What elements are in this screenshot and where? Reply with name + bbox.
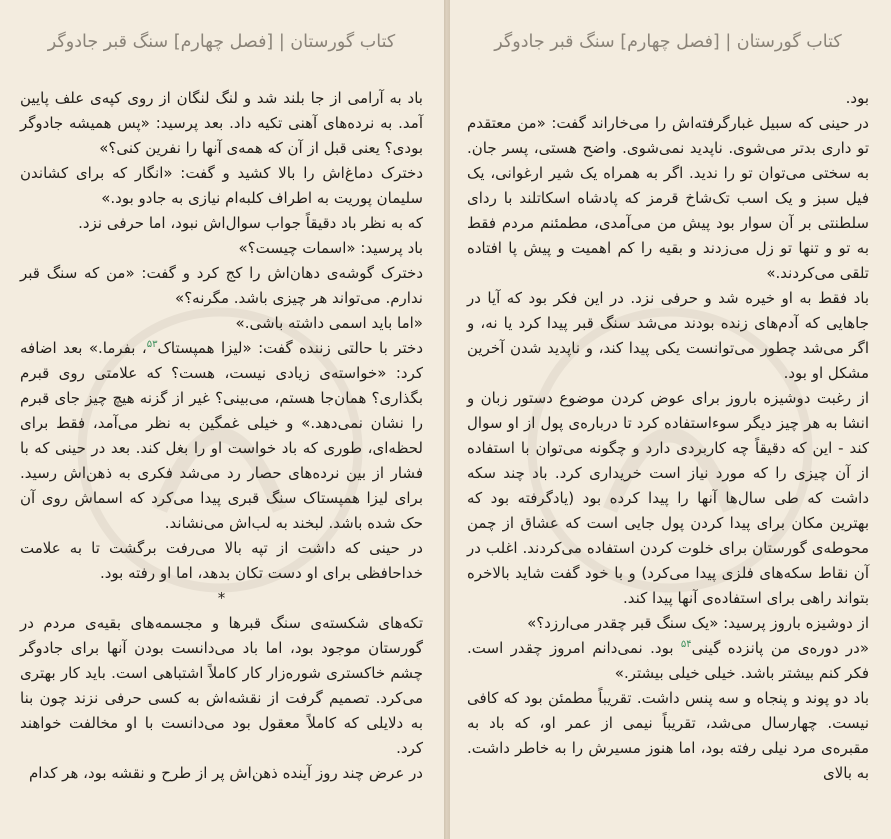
- paragraph-with-footnote: [467, 636, 869, 686]
- paragraph: باد پرسید: «اسمات چیست؟»: [238, 239, 423, 257]
- page-body-text: [20, 86, 423, 786]
- book-gutter: [444, 0, 450, 839]
- paragraph: دخترک دماغ‌اش را بالا کشید و گفت: «انگار که برای کشاندن سلیمان پوریت به اطراف کلبه‌ام نیازی به جادو بود.»: [20, 164, 423, 207]
- running-header: کتاب گورستان | [فصل چهارم] سنگ قبر جادوگر: [47, 32, 396, 52]
- paragraph: «اما باید اسمی داشته باشی.»: [235, 314, 423, 332]
- running-header: کتاب گورستان | [فصل چهارم] سنگ قبر جادوگر: [494, 32, 842, 52]
- paragraph: باد دو پوند و پنجاه و سه پنس داشت. تقریباً مطمئن بود که کافی نیست. چهارسال می‌شد، تقریباً نیمی از عمر او، که باد به مقبره‌ی مرد نیلی رفته بود، اما هنوز مسیرش را به خاطر داشت. به بالای: [467, 689, 869, 782]
- paragraph: در حینی که داشت از تپه بالا می‌رفت برگشت تا به علامت خداحافظی برای او دست تکان بدهد، اما او رفته بود.: [20, 539, 423, 582]
- page-body-text: [467, 86, 869, 786]
- paragraph: که به نظر باد دقیقاً جواب سوال‌اش نبود، اما حرفی نزد.: [78, 214, 423, 232]
- paragraph: در حینی که سبیل غبارگرفته‌اش را می‌خاراند گفت: «من معتقدم تو داری بدتر می‌شوی. ناپدید نمی‌شوی. واضح هستی، پسر جان. به سختی می‌توان تو را ندید. اگر به همراه یک شیر ارغوانی، یک فیل سبز و یک اسب تک‌شاخ قرمز که پادشاه اسکاتلند با ردای سلطنتی بر آن سوار بود پیش من می‌آمدی، مطمئنم مردم فقط به تو و تنها تو زل می‌زدند و بقیه را کم اهمیت و پیش پا افتاده تلقی می‌کردند.»: [467, 114, 869, 282]
- right-page: [450, 0, 891, 839]
- left-page: [0, 0, 444, 839]
- footnote-marker[interactable]: ۵۴: [680, 639, 692, 650]
- paragraph-text: «در دوره‌ی من پانزده گینی: [691, 639, 870, 657]
- paragraph: از دوشیزه باروز پرسید: «یک سنگ قبر چقدر می‌ارزد؟»: [527, 614, 869, 632]
- footnote-marker[interactable]: ۵۳: [146, 339, 158, 350]
- section-separator: *: [217, 589, 226, 607]
- paragraph: باد به آرامی از جا بلند شد و لنگ لنگان از روی کپه‌ی علف پایین آمد. به نرده‌های آهنی تکیه داد. بعد پرسید: «پس همیشه جادوگر بودی؟ یعنی قبل از آن که همه‌ی آنها را نفرین کنی؟»: [20, 89, 423, 157]
- paragraph: در عرض چند روز آینده ذهن‌اش پر از طرح و نقشه بود، هر کدام: [28, 764, 423, 782]
- paragraph: بود.: [845, 89, 869, 107]
- paragraph-text: دختر با حالتی زننده گفت: «لیزا همپستاک: [157, 339, 423, 357]
- paragraph-with-footnote: [20, 336, 423, 536]
- paragraph: دخترک گوشه‌ی دهان‌اش را کج کرد و گفت: «من که سنگ قبر ندارم. می‌تواند هر چیزی باشد. مگرنه؟»: [20, 264, 423, 307]
- paragraph: باد فقط به او خیره شد و حرفی نزد. در این فکر بود که آیا در جاهایی که آدم‌های زنده بودند می‌شد سنگ قبر پیدا کرد یا نه، و اگر می‌شد چطور می‌توانست یکی پیدا کند، و ناپدید شدن آخرین مشکل او بود.: [467, 289, 869, 382]
- paragraph-text: بود. نمی‌دانم امروز چقدر است. فکر کنم بیشتر باشد. خیلی خیلی بیشتر.»: [467, 639, 869, 682]
- paragraph: از رغبت دوشیزه باروز برای عوض کردن موضوع دستور زبان و انشا به هر چیز دیگر سوءاستفاده کرد تا درباره‌ی پول از او سوال کند - این که دقیقاً چه کاربردی دارد و چگونه می‌توان با استفاده از آن چیزی را که مورد نیاز است خریداری کرد. باد چند سکه داشت که طی سال‌ها آنها را پیدا کرده بود (یادگرفته بود که بهترین مکان برای پیدا کردن پول جایی است که عشاق از چمن محوطه‌ی گورستان برای خلوت کردن استفاده می‌کردند. اغلب در آن نقاط سکه‌های فلزی پیدا می‌کرد) و با خود گفت شاید بالاخره بتواند راهی برای استفاده‌ی آنها پیدا کند.: [467, 389, 869, 607]
- paragraph-text: ، بفرما.» بعد اضافه کرد: «خواسته‌ی زیادی نیست، هست؟ که علامتی روی قبرم بگذاری؟ همان‌جا هستم، می‌بینی؟ غیر از گزنه هیچ چیز جای قبرم را نشان نمی‌دهد.» و خیلی غمگین به نظر می‌آمد، فقط برای لحظه‌ای، طوری که باد خواست او را بغل کند. بعد در حینی که با فشار از بین نرده‌های حصار رد می‌شد فکری به ذهن‌اش رسید. برای لیزا همپستاک سنگ قبری پیدا می‌کرد که اسماش روی آن حک شده باشد. لبخند به لب‌اش می‌نشاند.: [20, 339, 423, 532]
- paragraph: تکه‌های شکسته‌ی سنگ قبرها و مجسمه‌های بقیه‌ی مردم در گورستان موجود بود، اما باد می‌دانست بودن آنها برای جادوگر چشم خاکستری شوره‌زار کار کاملاً اشتباهی است. باید کار بهتری می‌کرد. تصمیم گرفت از نقشه‌اش به کسی حرفی نزند چون بنا به دلایلی که کاملاً معقول بود می‌دانست با او مخالفت خواهند کرد.: [20, 614, 423, 757]
